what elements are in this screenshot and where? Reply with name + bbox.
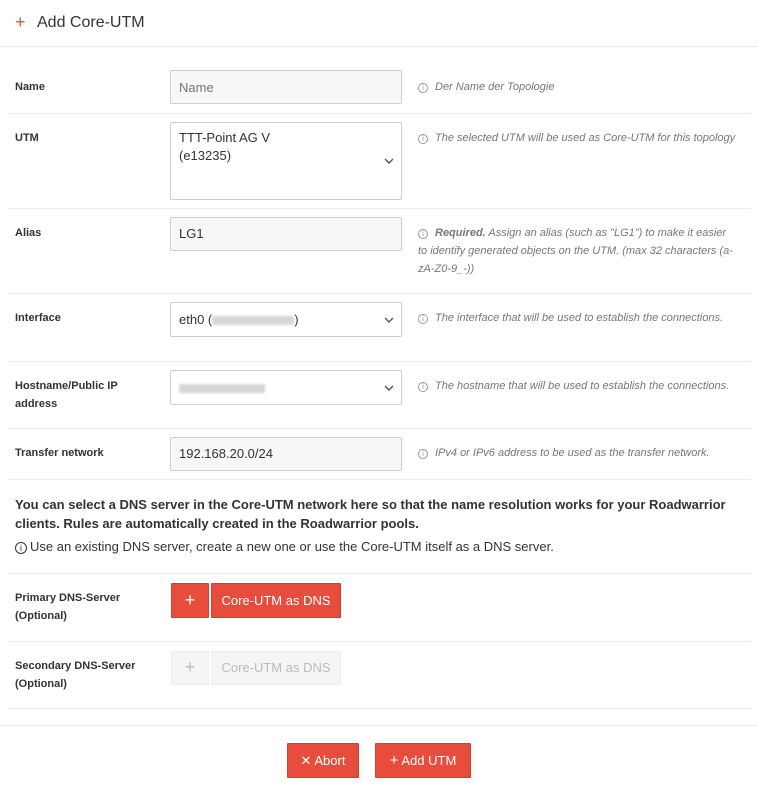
redacted-hostname bbox=[179, 384, 265, 393]
name-help: i Der Name der Topologie bbox=[418, 78, 738, 96]
info-icon: i bbox=[418, 449, 428, 459]
chevron-down-icon bbox=[383, 155, 395, 167]
close-icon: ✕ bbox=[300, 753, 312, 768]
row-secondary-dns bbox=[8, 642, 751, 709]
modal-header bbox=[0, 0, 758, 47]
secondary-dns-label: Secondary DNS-Server (Optional) bbox=[15, 660, 136, 690]
row-alias bbox=[8, 209, 751, 294]
alias-input[interactable]: LG1 bbox=[170, 217, 402, 251]
redacted-ip bbox=[212, 316, 294, 325]
transfer-help: i IPv4 or IPv6 address to be used as the transfer network. bbox=[418, 444, 738, 462]
utm-value-line2: (e13235) bbox=[179, 148, 232, 163]
chevron-down-icon bbox=[383, 382, 395, 394]
name-input[interactable] bbox=[170, 70, 402, 104]
secondary-core-utm-dns-button[interactable]: Core-UTM as DNS bbox=[211, 651, 341, 685]
row-primary-dns bbox=[8, 573, 751, 642]
alias-label: Alias bbox=[15, 227, 42, 239]
row-name bbox=[8, 63, 751, 114]
hostname-label: Hostname/Public IP address bbox=[15, 380, 118, 410]
info-icon: i bbox=[418, 134, 428, 144]
interface-help: i The interface that will be used to establish the connections. bbox=[418, 309, 738, 327]
name-label: Name bbox=[15, 81, 45, 93]
hostname-help: i The hostname that will be used to establish the connections. bbox=[418, 377, 738, 395]
utm-help: i The selected UTM will be used as Core-UTM for this topology bbox=[418, 129, 738, 147]
info-icon: i bbox=[418, 314, 428, 324]
interface-label: Interface bbox=[15, 312, 61, 324]
modal-title: Add Core-UTM bbox=[37, 14, 145, 31]
utm-label: UTM bbox=[15, 132, 39, 144]
plus-icon: + bbox=[389, 752, 399, 769]
add-utm-button[interactable] bbox=[375, 743, 471, 778]
row-transfer bbox=[8, 429, 751, 480]
abort-button[interactable] bbox=[287, 743, 359, 778]
info-icon: i bbox=[418, 382, 428, 392]
info-icon: i bbox=[15, 542, 27, 554]
row-hostname bbox=[8, 362, 751, 429]
modal-footer bbox=[0, 725, 758, 794]
info-icon: i bbox=[418, 229, 428, 239]
add-secondary-dns-button[interactable]: + bbox=[171, 651, 209, 685]
core-utm-dns-button[interactable]: Core-UTM as DNS bbox=[211, 583, 341, 618]
row-interface bbox=[8, 294, 751, 362]
plus-icon: + bbox=[15, 12, 26, 32]
interface-value-prefix: eth0 ( bbox=[179, 312, 213, 327]
add-dns-button[interactable]: + bbox=[171, 583, 209, 618]
dns-subnote: i Use an existing DNS server, create a new one or use the Core-UTM itself as a DNS server. bbox=[15, 539, 554, 554]
interface-value-suffix: ) bbox=[294, 312, 299, 327]
hostname-select[interactable] bbox=[170, 370, 402, 405]
chevron-down-icon bbox=[383, 314, 395, 326]
utm-value-line1: TTT-Point AG V bbox=[179, 130, 271, 145]
add-utm-label: Add UTM bbox=[401, 753, 457, 768]
interface-select[interactable] bbox=[170, 302, 402, 337]
utm-select[interactable] bbox=[170, 122, 402, 200]
dns-note: You can select a DNS server in the Core-UTM network here so that the name resolution works for your Roadwarrior clients. Rules are automatically created in the Roadwarrior pools. bbox=[15, 497, 726, 531]
transfer-label: Transfer network bbox=[15, 447, 104, 459]
transfer-input[interactable]: 192.168.20.0/24 bbox=[170, 437, 402, 471]
info-icon: i bbox=[418, 83, 428, 93]
primary-dns-label: Primary DNS-Server (Optional) bbox=[15, 592, 121, 622]
abort-label: Abort bbox=[314, 753, 346, 768]
row-utm bbox=[8, 114, 751, 209]
alias-help: i Required. Assign an alias (such as "LG1") to make it easier to identify generated objects on the UTM. (max 32 characters (a-zA-Z0-9_-)) bbox=[418, 227, 733, 275]
